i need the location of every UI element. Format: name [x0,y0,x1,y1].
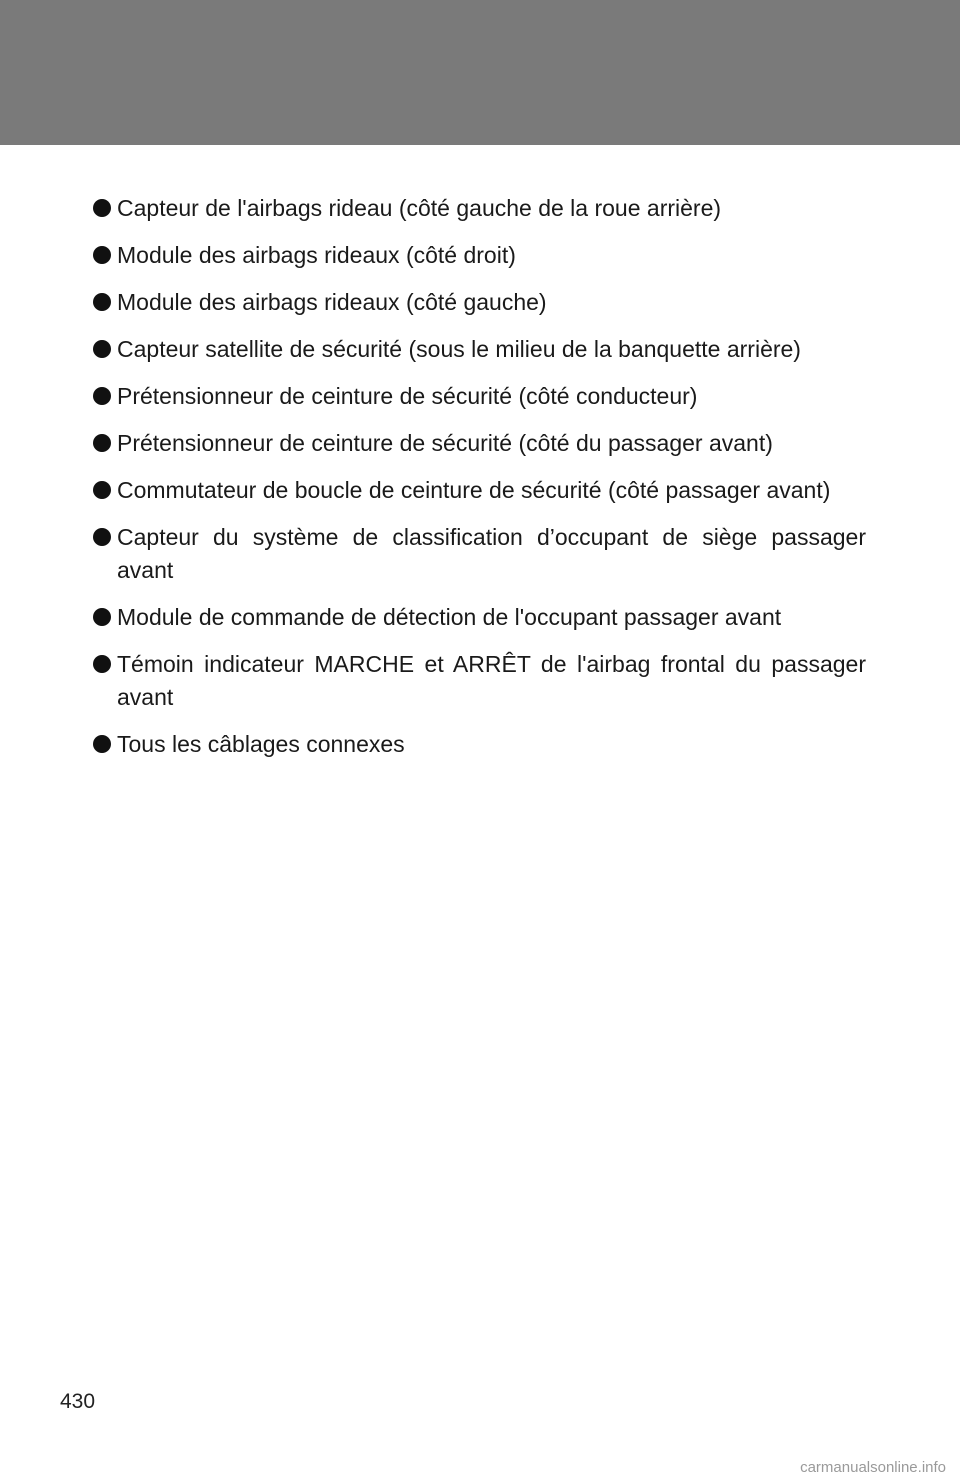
bullet-icon [93,340,111,358]
bullet-icon [93,199,111,217]
page-number: 430 [60,1390,96,1413]
bullet-icon [93,246,111,264]
list-item [95,521,866,587]
list-item-text: Module de commande de détection de l'occupant passager avant [117,604,782,630]
list-item-text: Témoin indicateur MARCHE et ARRÊT de l'airbag frontal du passager avant [117,651,866,710]
list-item [95,601,866,634]
list-item [95,474,866,507]
list-item-text: Commutateur de boucle de ceinture de sécurité (côté passager avant) [117,477,831,503]
bullet-icon [93,293,111,311]
list-item [95,239,866,272]
list-item-text: Module des airbags rideaux (côté droit) [117,242,516,268]
list-item [95,286,866,319]
list-item-text: Capteur de l'airbags rideau (côté gauche de la roue arrière) [117,195,722,221]
list-item [95,427,866,460]
list-item-text: Module des airbags rideaux (côté gauche) [117,289,547,315]
list-item [95,728,866,761]
list-item [95,380,866,413]
list-item-text: Prétensionneur de ceinture de sécurité (côté du passager avant) [117,430,773,456]
bullet-icon [93,434,111,452]
list-item [95,192,866,225]
bullet-list [95,192,866,775]
header-band [0,0,960,145]
bullet-icon [93,655,111,673]
watermark: carmanualsonline.info [800,1459,946,1476]
list-item-text: Tous les câblages connexes [117,731,405,757]
bullet-icon [93,608,111,626]
bullet-icon [93,528,111,546]
bullet-icon [93,481,111,499]
list-item [95,648,866,714]
list-item-text: Capteur du système de classification d’occupant de siège passager avant [117,524,866,583]
list-item-text: Prétensionneur de ceinture de sécurité (côté conducteur) [117,383,698,409]
list-item-text: Capteur satellite de sécurité (sous le milieu de la banquette arrière) [117,336,801,362]
list-item [95,333,866,366]
bullet-icon [93,387,111,405]
bullet-icon [93,735,111,753]
